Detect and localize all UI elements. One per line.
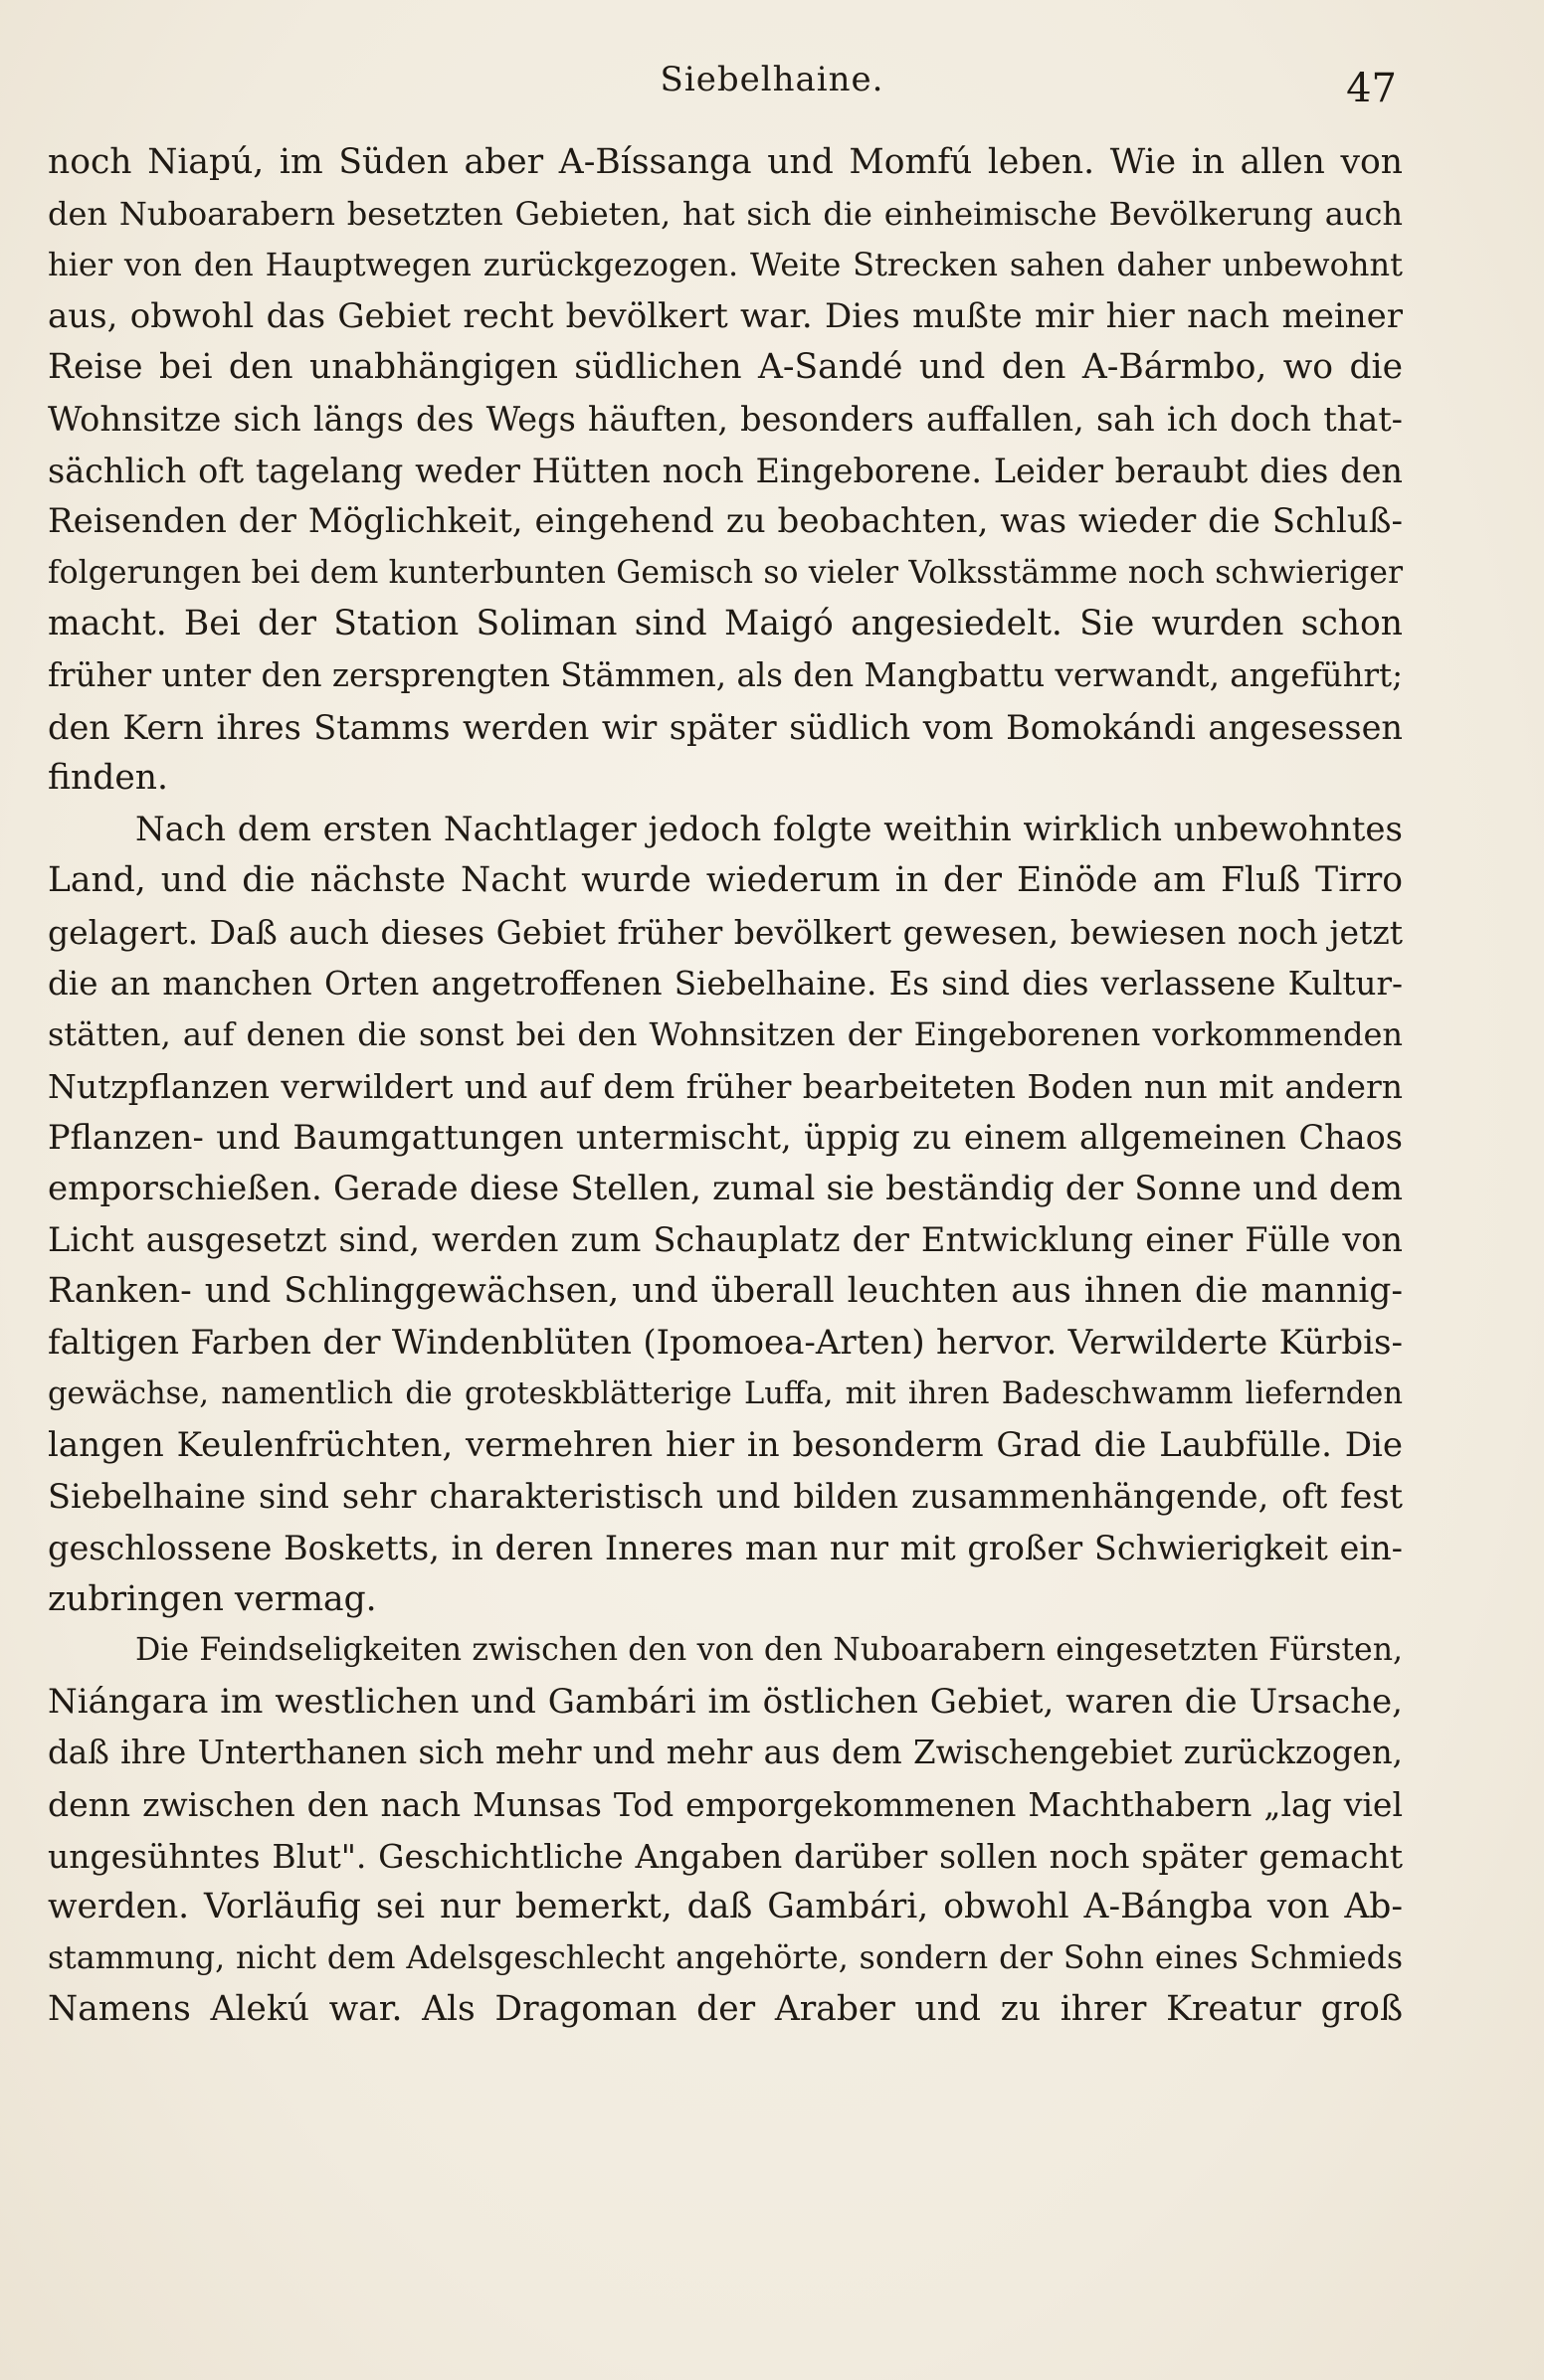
text-line: folgerungen bei dem kunterbunten Gemisch so vieler Volksstämme noch schwieriger: [48, 554, 1403, 591]
body-text: [48, 137, 1403, 2036]
text-line: zubringen vermag.: [48, 1578, 377, 1619]
text-line: Reisenden der Möglichkeit, eingehend zu beobachten, was wieder die Schluß-: [48, 501, 1403, 542]
text-line: werden. Vorläufig sei nur bemerkt, daß Gambári, obwohl A-Bángba von Ab-: [48, 1887, 1403, 1927]
text-line: früher unter den zersprengten Stämmen, als den Mangbattu verwandt, angeführt;: [48, 655, 1404, 694]
text-line: stammung, nicht dem Adelsgeschlecht angehörte, sondern der Sohn eines Schmieds: [48, 1939, 1403, 1976]
text-line: noch Niapú, im Süden aber A-Bíssanga und Momfú leben. Wie in allen von: [48, 142, 1403, 182]
text-line: denn zwischen den nach Munsas Tod emporgekommenen Machthabern „lag viel: [48, 1785, 1403, 1824]
text-line: Niángara im westlichen und Gambári im östlichen Gebiet, waren die Ursache,: [48, 1681, 1403, 1722]
text-line: aus, obwohl das Gebiet recht bevölkert war. Dies mußte mir hier nach meiner: [48, 295, 1403, 336]
text-line: Wohnsitze sich längs des Wegs häuften, besonders auffallen, sah ich doch that-: [48, 399, 1403, 439]
text-line: Pflanzen- und Baumgattungen untermischt, üppig zu einem allgemeinen Chaos: [48, 1118, 1403, 1158]
text-line: hier von den Hauptwegen zurückgezogen. Weite Strecken sahen daher unbewohnt: [48, 246, 1403, 284]
text-line: Siebelhaine sind sehr charakteristisch und bilden zusammenhängende, oft fest: [48, 1477, 1403, 1517]
text-line: Land, und die nächste Nacht wurde wiederum in der Einöde am Fluß Tirro: [48, 860, 1403, 901]
page-number: 47: [1346, 66, 1397, 111]
text-line: Reise bei den unabhängigen südlichen A-Sandé und den A-Bármbo, wo die: [48, 347, 1403, 388]
text-line: finden.: [48, 758, 168, 799]
text-line: geschlossene Bosketts, in deren Inneres man nur mit großer Schwierigkeit ein-: [48, 1529, 1403, 1568]
text-line: emporschießen. Gerade diese Stellen, zumal sie beständig der Sonne und dem: [48, 1168, 1403, 1208]
text-line: die an manchen Orten angetroffenen Siebelhaine. Es sind dies verlassene Kultur-: [48, 964, 1403, 1003]
text-line: langen Keulenfrüchten, vermehren hier in besonderm Grad die Laubfülle. Die: [48, 1424, 1403, 1465]
text-line: stätten, auf denen die sonst bei den Wohnsitzen der Eingeborenen vorkommenden: [48, 1015, 1403, 1054]
text-line: daß ihre Unterthanen sich mehr und mehr aus dem Zwischengebiet zurückzogen,: [48, 1734, 1403, 1772]
text-line: Die Feindseligkeiten zwischen den von den Nuboarabern eingesetzten Fürsten,: [135, 1632, 1403, 1669]
text-line: gewächse, namentlich die groteskblätterige Luffa, mit ihren Badeschwamm liefernden: [48, 1376, 1403, 1412]
text-line: Nutzpflanzen verwildert und auf dem früher bearbeiteten Boden nun mit andern: [48, 1066, 1403, 1106]
text-line: den Nuboarabern besetzten Gebieten, hat sich die einheimische Bevölkerung auch: [48, 194, 1403, 233]
text-line: Licht ausgesetzt sind, werden zum Schauplatz der Entwicklung einer Fülle von: [48, 1220, 1403, 1260]
text-line: Ranken- und Schlinggewächsen, und überall leuchten aus ihnen die mannig-: [48, 1271, 1403, 1312]
text-line: Nach dem ersten Nachtlager jedoch folgte weithin wirklich unbewohntes: [135, 809, 1403, 849]
text-line: ungesühntes Blut". Geschichtliche Angaben darüber sollen noch später gemacht: [48, 1836, 1403, 1876]
text-line: gelagert. Daß auch dieses Gebiet früher bevölkert gewesen, bewiesen noch jetzt: [48, 912, 1403, 952]
text-line: faltigen Farben der Windenblüten (Ipomoea-Arten) hervor. Verwilderte Kürbis-: [48, 1322, 1403, 1363]
text-line: Namens Alekú war. Als Dragoman der Araber und zu ihrer Kreatur groß: [48, 1989, 1403, 2030]
running-title: Siebelhaine.: [660, 60, 884, 99]
text-line: sächlich oft tagelang weder Hütten noch Eingeborene. Leider beraubt dies den: [48, 451, 1403, 490]
text-line: macht. Bei der Station Soliman sind Maigó angesiedelt. Sie wurden schon: [48, 604, 1403, 644]
text-line: den Kern ihres Stamms werden wir später südlich vom Bomokándi angesessen: [48, 707, 1403, 747]
